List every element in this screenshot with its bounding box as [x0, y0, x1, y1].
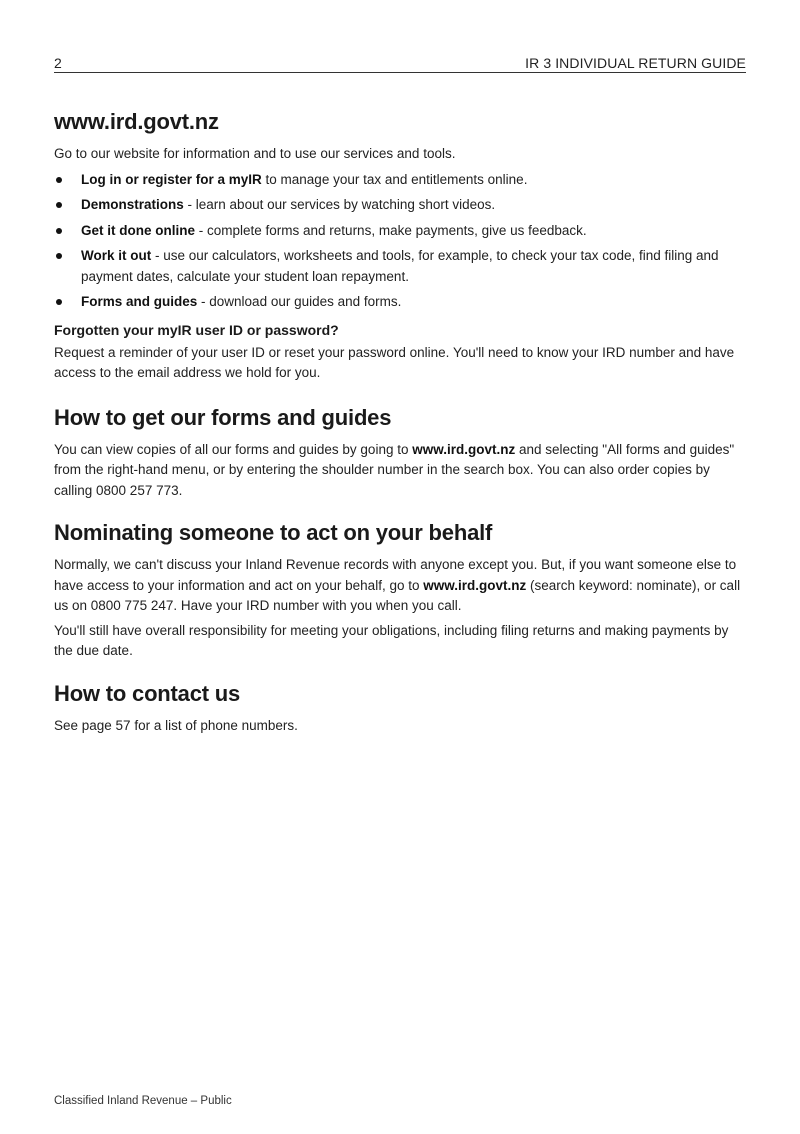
bullet-title: Log in or register for a myIR: [81, 171, 262, 187]
forms-section: [54, 404, 746, 502]
bullet-icon: [56, 299, 62, 305]
bullet-title: Demonstrations: [81, 197, 184, 212]
bullet-icon: [56, 253, 62, 259]
bullet-text: - use our calculators, worksheets and tools, for example, to check your tax code, find filing and payment dates, calculate your student loan repayment.: [81, 248, 719, 284]
nominating-section: [54, 519, 746, 662]
forgotten-password-heading: Forgotten your myIR user ID or password?: [54, 321, 339, 338]
bullet-title: Get it done online: [81, 222, 195, 238]
bullet-title: Work it out: [81, 248, 152, 263]
list-item: [54, 221, 746, 242]
website-heading: www.ird.govt.nz: [54, 109, 219, 134]
contact-heading: How to contact us: [54, 680, 241, 706]
website-link[interactable]: www.ird.govt.nz: [423, 577, 527, 593]
forms-heading: How to get our forms and guides: [54, 404, 392, 430]
nominating-text-part: (search keyword: nominate), or call us on 0800 775 247. Have your IRD number with you when you call.: [54, 577, 741, 613]
list-item: [54, 292, 746, 313]
website-section: [54, 108, 746, 384]
nominating-text: [54, 555, 746, 617]
nominating-heading: Nominating someone to act on your behalf: [54, 520, 493, 545]
forgotten-password-text: Request a reminder of your user ID or reset your password online. You'll need to know your IRD number and have access to the email address we hold for you.: [54, 344, 735, 380]
bullet-title: Forms and guides: [81, 294, 198, 309]
page-content: [54, 108, 746, 736]
forms-text-part: and selecting "All forms and guides" from the right-hand menu, or by entering the shoulder number in the search box. You can also order copies by calling 0800 257 773.: [54, 441, 735, 498]
website-intro: Go to our website for information and to use our services and tools.: [54, 146, 456, 161]
forms-text-part: You can view copies of all our forms and guides by going to: [54, 441, 413, 457]
footer-classification: Classified Inland Revenue – Public: [54, 1095, 232, 1107]
bullet-icon: [56, 228, 62, 234]
bullet-icon: [56, 202, 62, 208]
guide-title: IR 3 INDIVIDUAL RETURN GUIDE: [525, 55, 746, 71]
contact-section: [54, 680, 746, 737]
page-number: 2: [54, 55, 62, 71]
services-list: [54, 170, 746, 313]
bullet-text: to manage your tax and entitlements online.: [261, 171, 528, 187]
page-header: [54, 55, 746, 73]
contact-text: See page 57 for a list of phone numbers.: [54, 717, 298, 733]
list-item: [54, 195, 746, 216]
bullet-icon: [56, 177, 62, 183]
responsibility-text: You'll still have overall responsibility for meeting your obligations, including filing returns and making payments by the due date.: [54, 622, 729, 658]
forms-text: [54, 440, 746, 502]
bullet-text: - download our guides and forms.: [197, 294, 402, 309]
nominating-text-part: Normally, we can't discuss your Inland Revenue records with anyone except you. But, if you want someone else to have access to your information and act on your behalf, go to: [54, 557, 737, 593]
bullet-text: - complete forms and returns, make payments, give us feedback.: [195, 222, 587, 238]
list-item: [54, 170, 746, 191]
bullet-text: - learn about our services by watching short videos.: [183, 197, 496, 212]
website-link[interactable]: www.ird.govt.nz: [412, 441, 516, 457]
list-item: [54, 246, 746, 287]
